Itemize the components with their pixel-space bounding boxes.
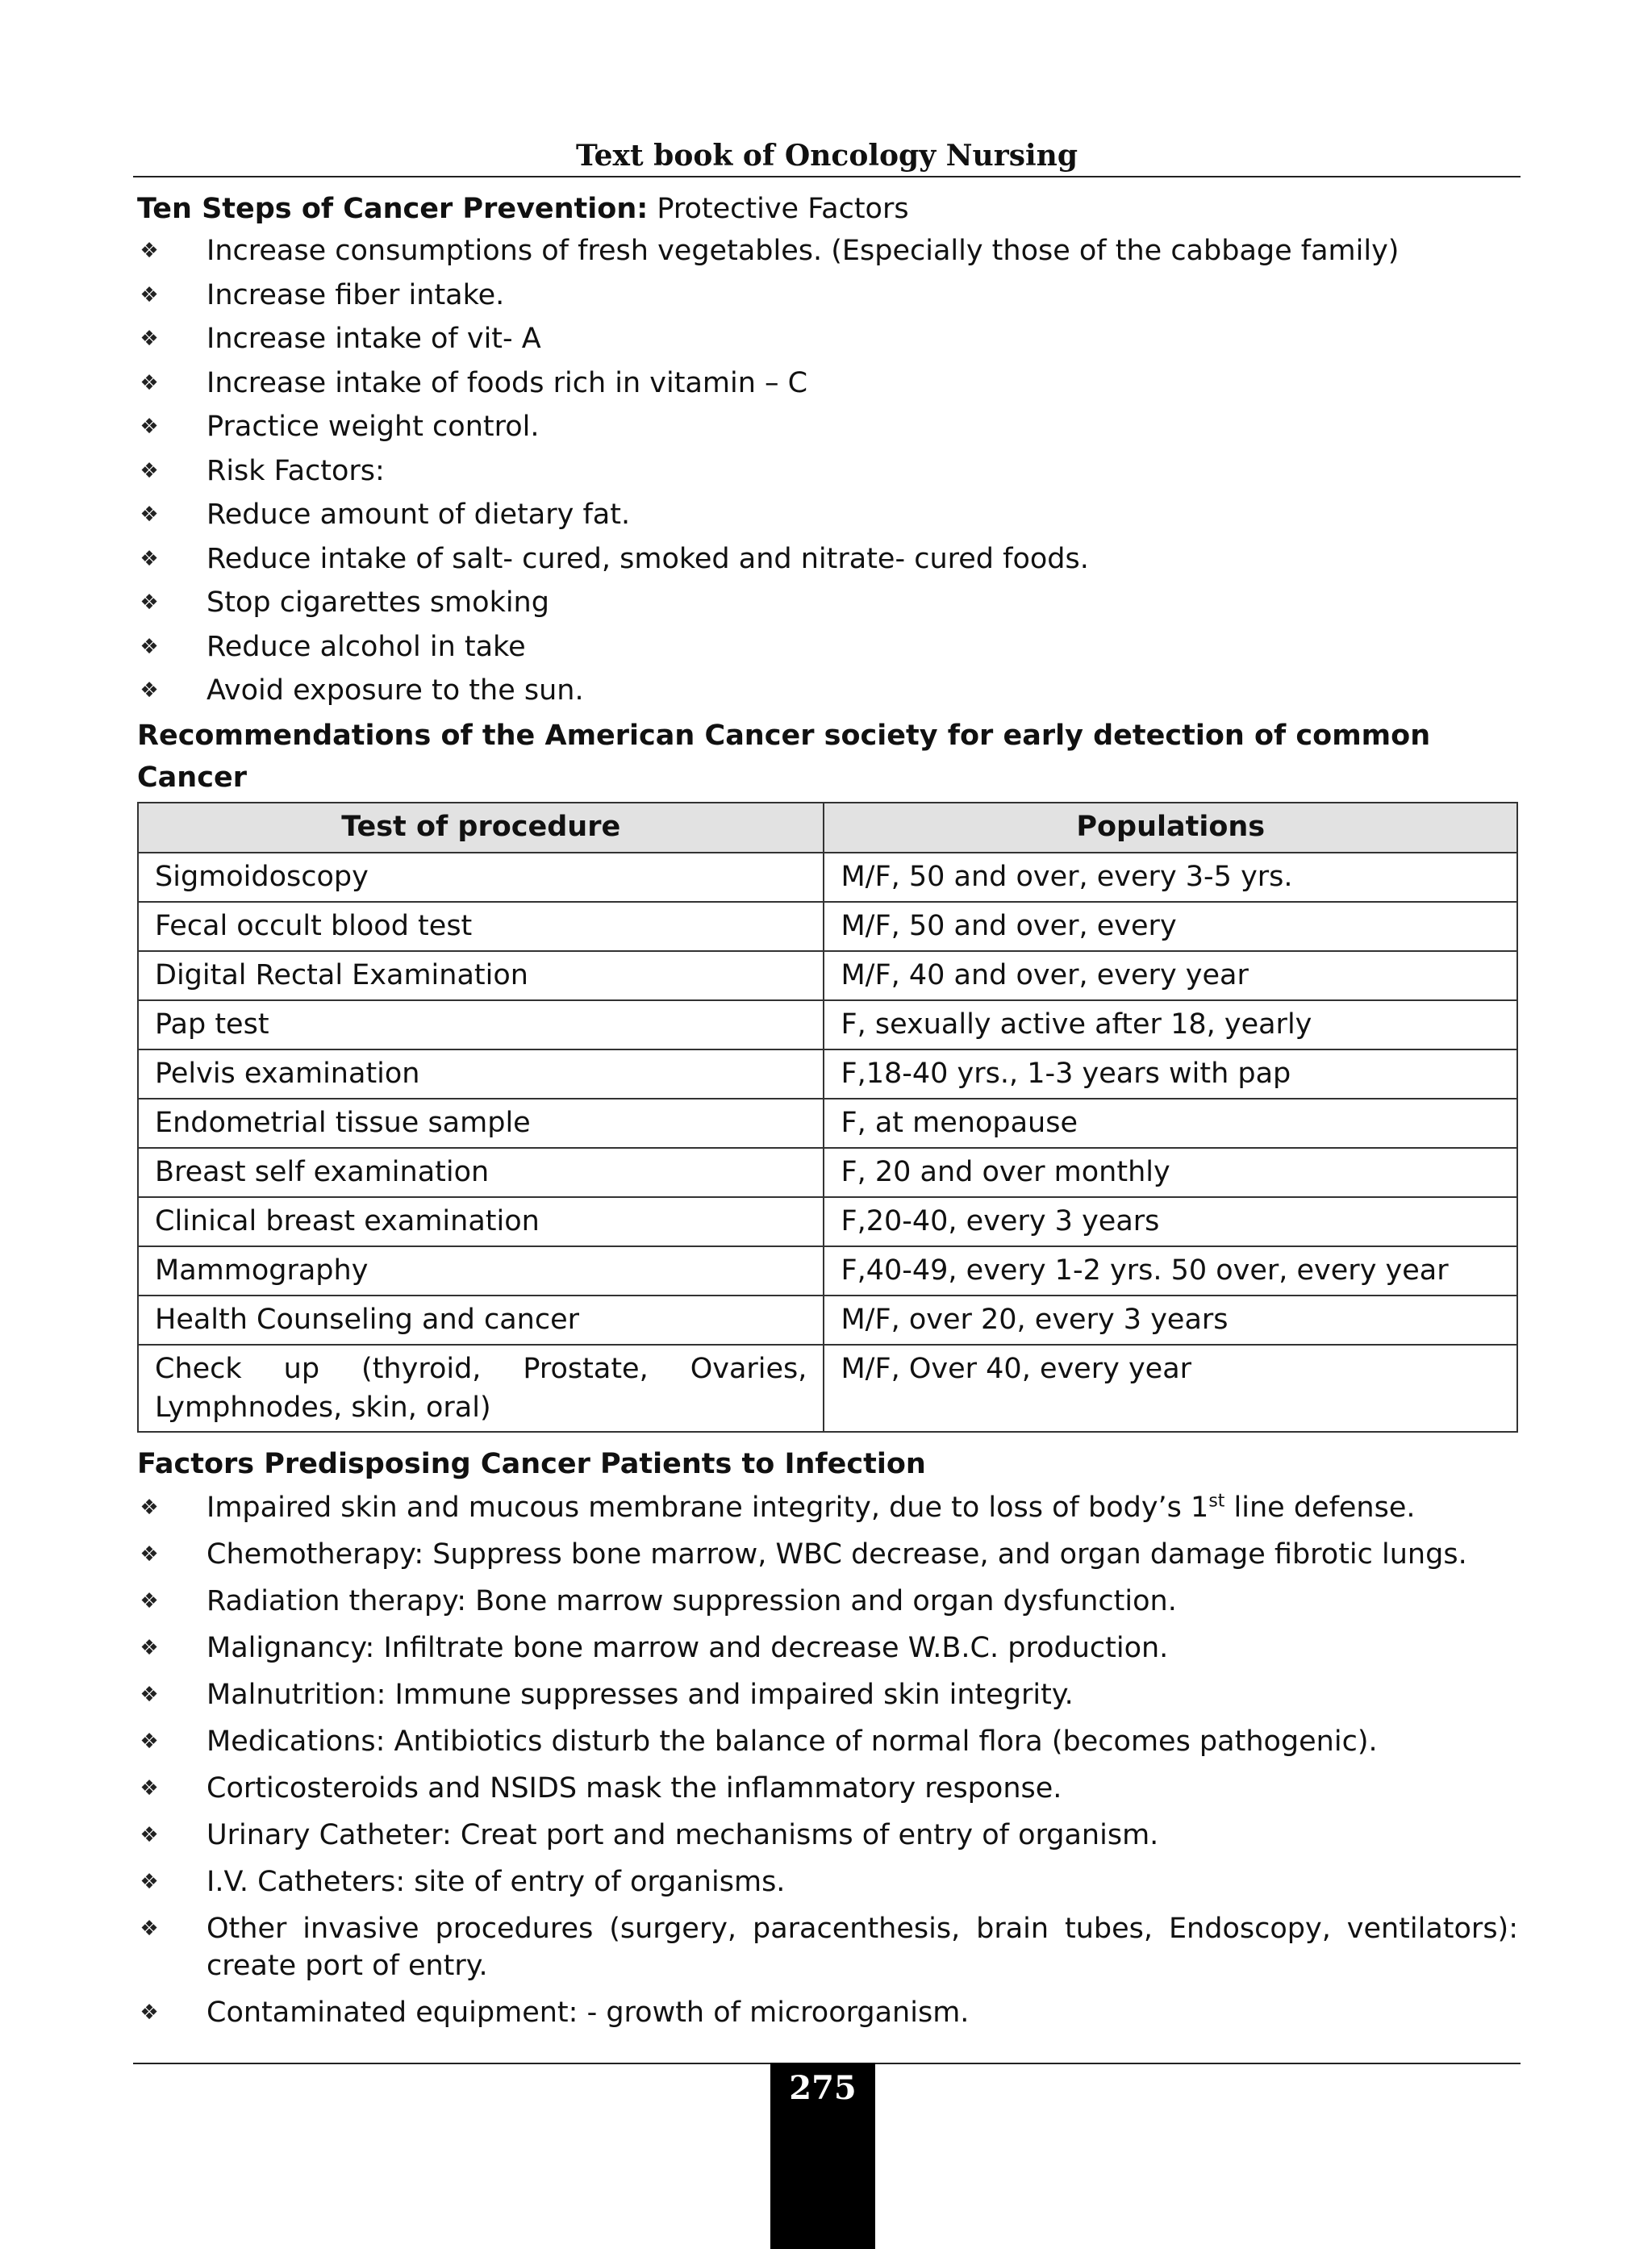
recommendations-table xyxy=(137,802,1518,1433)
cell-population: M/F, over 20, every 3 years xyxy=(824,1296,1517,1345)
list-item-text: Urinary Catheter: Creat port and mechanisms of entry of organism. xyxy=(206,1818,1159,1851)
diamond-bullet-icon: ❖ xyxy=(140,1588,159,1613)
list-item-text: Medications: Antibiotics disturb the balance of normal flora (becomes pathogenic). xyxy=(206,1725,1378,1758)
list-item xyxy=(137,1629,1518,1667)
list-item xyxy=(137,1489,1518,1526)
cell-population: M/F, Over 40, every year xyxy=(824,1345,1517,1432)
table-row xyxy=(138,1197,1517,1246)
list-item-text: Malnutrition: Immune suppresses and impaired skin integrity. xyxy=(206,1678,1074,1711)
list-item xyxy=(137,273,1518,318)
item-text-after: line defense. xyxy=(1224,1491,1416,1524)
table-row xyxy=(138,1345,1517,1432)
list-item xyxy=(137,1676,1518,1713)
list-item xyxy=(137,317,1518,361)
list-item-text: Reduce amount of dietary fat. xyxy=(206,499,631,531)
diamond-bullet-icon: ❖ xyxy=(140,1542,159,1567)
list-item xyxy=(137,1723,1518,1760)
list-item-text: Avoid exposure to the sun. xyxy=(206,674,584,707)
column-header-test: Test of procedure xyxy=(138,803,824,853)
cell-population: F,20-40, every 3 years xyxy=(824,1197,1517,1246)
list-item xyxy=(137,449,1518,494)
list-item xyxy=(137,1910,1518,1984)
list-item xyxy=(137,1817,1518,1854)
cell-word: Ovaries, xyxy=(690,1352,807,1385)
cell-test: Digital Rectal Examination xyxy=(138,951,824,1000)
table-row xyxy=(138,1296,1517,1345)
list-item-text: Increase consumptions of fresh vegetables. (Especially those of the cabbage family) xyxy=(206,235,1400,267)
table-row xyxy=(138,853,1517,902)
table-body xyxy=(138,853,1517,1432)
list-item xyxy=(137,229,1518,273)
cell-test: Endometrial tissue sample xyxy=(138,1099,824,1148)
table-header-row xyxy=(138,803,1517,853)
diamond-bullet-icon: ❖ xyxy=(140,1916,159,1941)
diamond-bullet-icon: ❖ xyxy=(140,1775,159,1800)
column-header-populations: Populations xyxy=(824,803,1517,853)
list-item-text: Stop cigarettes smoking xyxy=(206,586,549,619)
section-heading-infection: Factors Predisposing Cancer Patients to Infection xyxy=(137,1447,926,1480)
table-row xyxy=(138,951,1517,1000)
diamond-bullet-icon: ❖ xyxy=(140,1682,159,1707)
diamond-bullet-icon: ❖ xyxy=(140,2000,159,2025)
cell-population: M/F, 50 and over, every 3-5 yrs. xyxy=(824,853,1517,902)
prevention-list xyxy=(137,229,1518,713)
page-number-box xyxy=(770,2063,875,2249)
item-text-before: Impaired skin and mucous membrane integrity, due to loss of body’s 1 xyxy=(206,1491,1209,1524)
list-item xyxy=(137,537,1518,582)
superscript: st xyxy=(1208,1490,1225,1511)
list-item-text: Malignancy: Infiltrate bone marrow and decrease W.B.C. production. xyxy=(206,1631,1169,1664)
diamond-bullet-icon: ❖ xyxy=(140,415,159,439)
cell-word: up xyxy=(283,1352,320,1385)
list-item-text: Reduce alcohol in take xyxy=(206,630,526,663)
cell-population: F, sexually active after 18, yearly xyxy=(824,1000,1517,1049)
list-item xyxy=(137,625,1518,670)
list-item xyxy=(137,1863,1518,1901)
cell-word: (thyroid, xyxy=(361,1352,482,1385)
page-content xyxy=(137,189,1518,2041)
diamond-bullet-icon: ❖ xyxy=(140,503,159,527)
diamond-bullet-icon: ❖ xyxy=(140,1495,159,1520)
infection-factors-list xyxy=(137,1489,1518,2031)
cell-population: F,18-40 yrs., 1-3 years with pap xyxy=(824,1049,1517,1099)
diamond-bullet-icon: ❖ xyxy=(140,1729,159,1754)
diamond-bullet-icon: ❖ xyxy=(140,678,159,703)
list-item-text: I.V. Catheters: site of entry of organisms. xyxy=(206,1865,786,1898)
diamond-bullet-icon: ❖ xyxy=(140,327,159,351)
cell-line xyxy=(155,1350,807,1388)
list-item-text: Risk Factors: xyxy=(206,454,385,487)
table-row xyxy=(138,1099,1517,1148)
cell-population: F,40-49, every 1-2 yrs. 50 over, every year xyxy=(824,1246,1517,1296)
cell-test: Pelvis examination xyxy=(138,1049,824,1099)
cell-population: M/F, 50 and over, every xyxy=(824,902,1517,951)
list-item xyxy=(137,1536,1518,1573)
book-title: Text book of Oncology Nursing xyxy=(575,139,1078,173)
table-row xyxy=(138,902,1517,951)
cell-line: Lymphnodes, skin, oral) xyxy=(155,1391,491,1424)
cell-test xyxy=(138,1345,824,1432)
diamond-bullet-icon: ❖ xyxy=(140,282,159,307)
list-item-text: Practice weight control. xyxy=(206,411,540,443)
list-item-text: Corticosteroids and NSIDS mask the inflammatory response. xyxy=(206,1771,1062,1805)
diamond-bullet-icon: ❖ xyxy=(140,590,159,615)
list-item-text: Contaminated equipment: - growth of microorganism. xyxy=(206,1996,970,2029)
list-item-text: Chemotherapy: Suppress bone marrow, WBC decrease, and organ damage fibrotic lungs. xyxy=(206,1538,1467,1571)
diamond-bullet-icon: ❖ xyxy=(140,458,159,483)
list-item-text: Increase intake of foods rich in vitamin – C xyxy=(206,366,808,399)
list-item-text: Increase intake of vit- A xyxy=(206,323,541,355)
section-heading-prevention xyxy=(137,189,1518,229)
page-number: 275 xyxy=(789,2069,857,2107)
list-item xyxy=(137,361,1518,406)
cell-test: Sigmoidoscopy xyxy=(138,853,824,902)
list-item xyxy=(137,1770,1518,1807)
table-row xyxy=(138,1049,1517,1099)
diamond-bullet-icon: ❖ xyxy=(140,239,159,263)
list-item xyxy=(137,581,1518,625)
list-item-text: Reduce intake of salt- cured, smoked and nitrate- cured foods. xyxy=(206,542,1089,575)
list-item xyxy=(137,493,1518,537)
diamond-bullet-icon: ❖ xyxy=(140,1635,159,1660)
cell-test: Mammography xyxy=(138,1246,824,1296)
cell-population: M/F, 40 and over, every year xyxy=(824,951,1517,1000)
list-item-text: Radiation therapy: Bone marrow suppression and organ dysfunction. xyxy=(206,1584,1177,1617)
cell-population: F, 20 and over monthly xyxy=(824,1148,1517,1197)
table-row xyxy=(138,1148,1517,1197)
cell-test: Pap test xyxy=(138,1000,824,1049)
diamond-bullet-icon: ❖ xyxy=(140,1869,159,1894)
cell-word: Prostate, xyxy=(523,1352,649,1385)
cell-test: Clinical breast examination xyxy=(138,1197,824,1246)
list-item xyxy=(137,1583,1518,1620)
list-item-text: Increase fiber intake. xyxy=(206,278,505,311)
list-item xyxy=(137,669,1518,713)
diamond-bullet-icon: ❖ xyxy=(140,1822,159,1847)
cell-test: Breast self examination xyxy=(138,1148,824,1197)
list-item xyxy=(137,405,1518,449)
cell-word: Check xyxy=(155,1352,242,1385)
table-row xyxy=(138,1000,1517,1049)
heading-bold: Ten Steps of Cancer Prevention: xyxy=(137,193,649,225)
cell-population: F, at menopause xyxy=(824,1099,1517,1148)
heading-rest: Protective Factors xyxy=(648,193,909,225)
diamond-bullet-icon: ❖ xyxy=(140,370,159,395)
diamond-bullet-icon: ❖ xyxy=(140,634,159,659)
diamond-bullet-icon: ❖ xyxy=(140,546,159,571)
table-row xyxy=(138,1246,1517,1296)
cell-test: Health Counseling and cancer xyxy=(138,1296,824,1345)
cell-test: Fecal occult blood test xyxy=(138,902,824,951)
list-item-text: Other invasive procedures (surgery, paracenthesis, brain tubes, Endoscopy, ventilators): create port of entry. xyxy=(206,1912,1518,1982)
section-heading-recommendations: Recommendations of the American Cancer society for early detection of common Cancer xyxy=(137,719,1431,794)
list-item xyxy=(137,1994,1518,2031)
page-header xyxy=(133,136,1521,177)
